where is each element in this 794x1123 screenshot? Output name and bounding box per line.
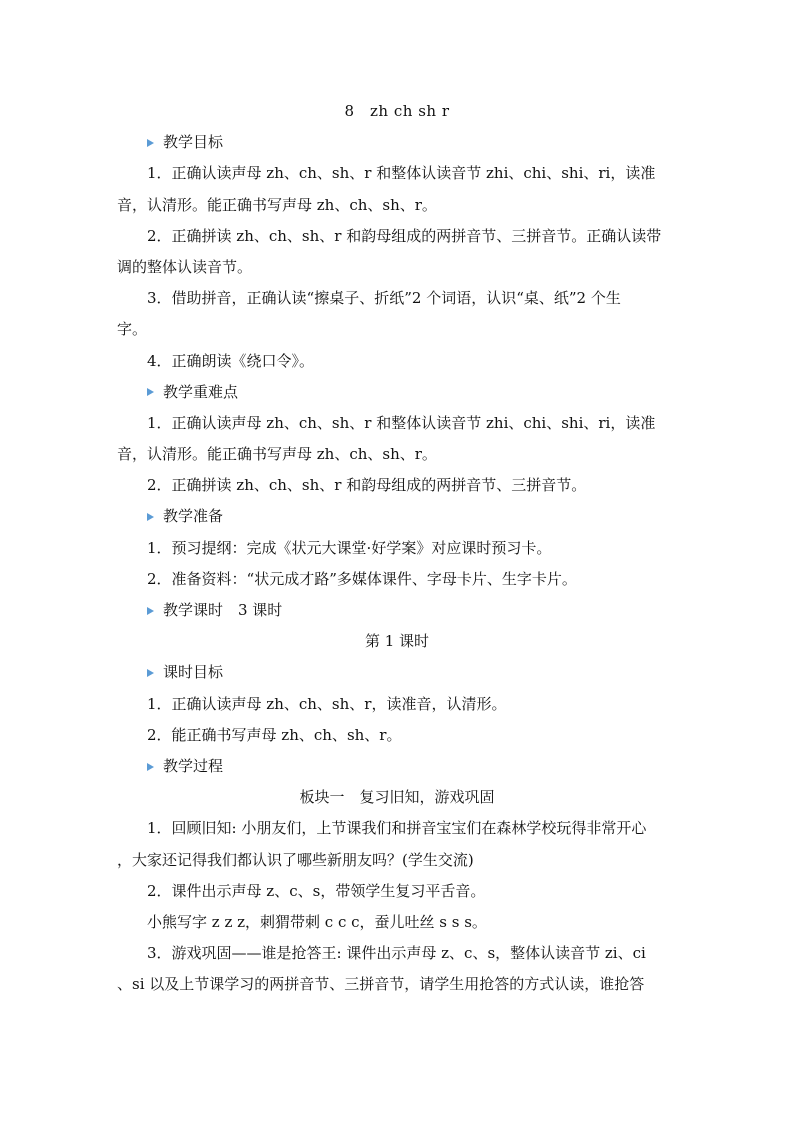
paragraph-line: 音，认清形。能正确书写声母 zh、ch、sh、r。 [117,195,437,214]
paragraph-line: 字。 [117,320,148,339]
paragraph-line: 1．预习提纲：完成《状元大课堂·好学案》对应课时预习卡。 [147,538,552,557]
section-heading-goals [117,127,677,158]
section-heading-preparation [117,501,677,532]
section-heading-text: 教学目标 [163,133,224,152]
section-heading-key-points [117,377,677,408]
lesson-subtitle: 第 1 课时 [364,632,430,651]
paragraph-line: 、si 以及上节课学习的两拼音节、三拼音节，请学生用抢答的方式认读，谁抢答 [117,975,645,994]
paragraph-line: 小熊写字 z z z，刺猬带刺 c c c，蚕儿吐丝 s s s。 [147,912,487,931]
triangle-bullet-icon [147,669,154,677]
triangle-bullet-icon [147,763,154,771]
paragraph-line: 1．正确认读声母 zh、ch、sh、r 和整体认读音节 zhi、chi、shi、ri，读准 [147,164,656,183]
section-heading-lesson-goals [117,657,677,688]
lesson-title: 8 zh ch sh r [344,102,450,120]
paragraph-line: 3．借助拼音，正确认读“擦桌子、折纸”2 个词语，认识“桌、纸”2 个生 [147,289,621,308]
triangle-bullet-icon [147,607,154,615]
block-title: 板块一 复习旧知，游戏巩固 [299,788,495,807]
section-heading-text: 教学课时 3 课时 [163,601,283,619]
triangle-bullet-icon [147,139,154,147]
paragraph-line: 3．游戏巩固——谁是抢答王: 课件出示声母 z、c、s，整体认读音节 zi、ci [147,944,646,963]
section-heading-process [117,751,677,782]
section-heading-text: 教学重难点 [163,382,239,401]
section-heading-hours [117,595,677,626]
paragraph-line: 1．正确认读声母 zh、ch、sh、r 和整体认读音节 zhi、chi、shi、ri，读准 [147,413,656,432]
triangle-bullet-icon [147,388,154,396]
paragraph-line: 4．正确朗读《绕口令》。 [147,351,315,370]
section-heading-text: 教学过程 [163,756,224,775]
paragraph-line: 2．能正确书写声母 zh、ch、sh、r。 [147,725,402,744]
paragraph-line: 1．回顾旧知: 小朋友们，上节课我们和拼音宝宝们在森林学校玩得非常开心 [147,819,647,838]
paragraph-line: 1．正确认读声母 zh、ch、sh、r，读准音，认清形。 [147,694,507,713]
paragraph-line: 2．正确拼读 zh、ch、sh、r 和韵母组成的两拼音节、三拼音节。 [147,476,587,495]
section-heading-text: 课时目标 [163,663,224,682]
paragraph-line: 2．准备资料：“状元成才路”多媒体课件、字母卡片、生字卡片。 [147,569,577,588]
section-heading-text: 教学准备 [163,507,224,526]
paragraph-line: ，大家还记得我们都认识了哪些新朋友吗？(学生交流) [117,850,474,869]
triangle-bullet-icon [147,513,154,521]
paragraph-line: 2．正确拼读 zh、ch、sh、r 和韵母组成的两拼音节、三拼音节。正确认读带 [147,226,662,245]
document-page [117,96,677,1000]
paragraph-line: 2．课件出示声母 z、c、s，带领学生复习平舌音。 [147,881,486,900]
paragraph-line: 音，认清形。能正确书写声母 zh、ch、sh、r。 [117,445,437,464]
paragraph-line: 调的整体认读音节。 [117,257,253,276]
